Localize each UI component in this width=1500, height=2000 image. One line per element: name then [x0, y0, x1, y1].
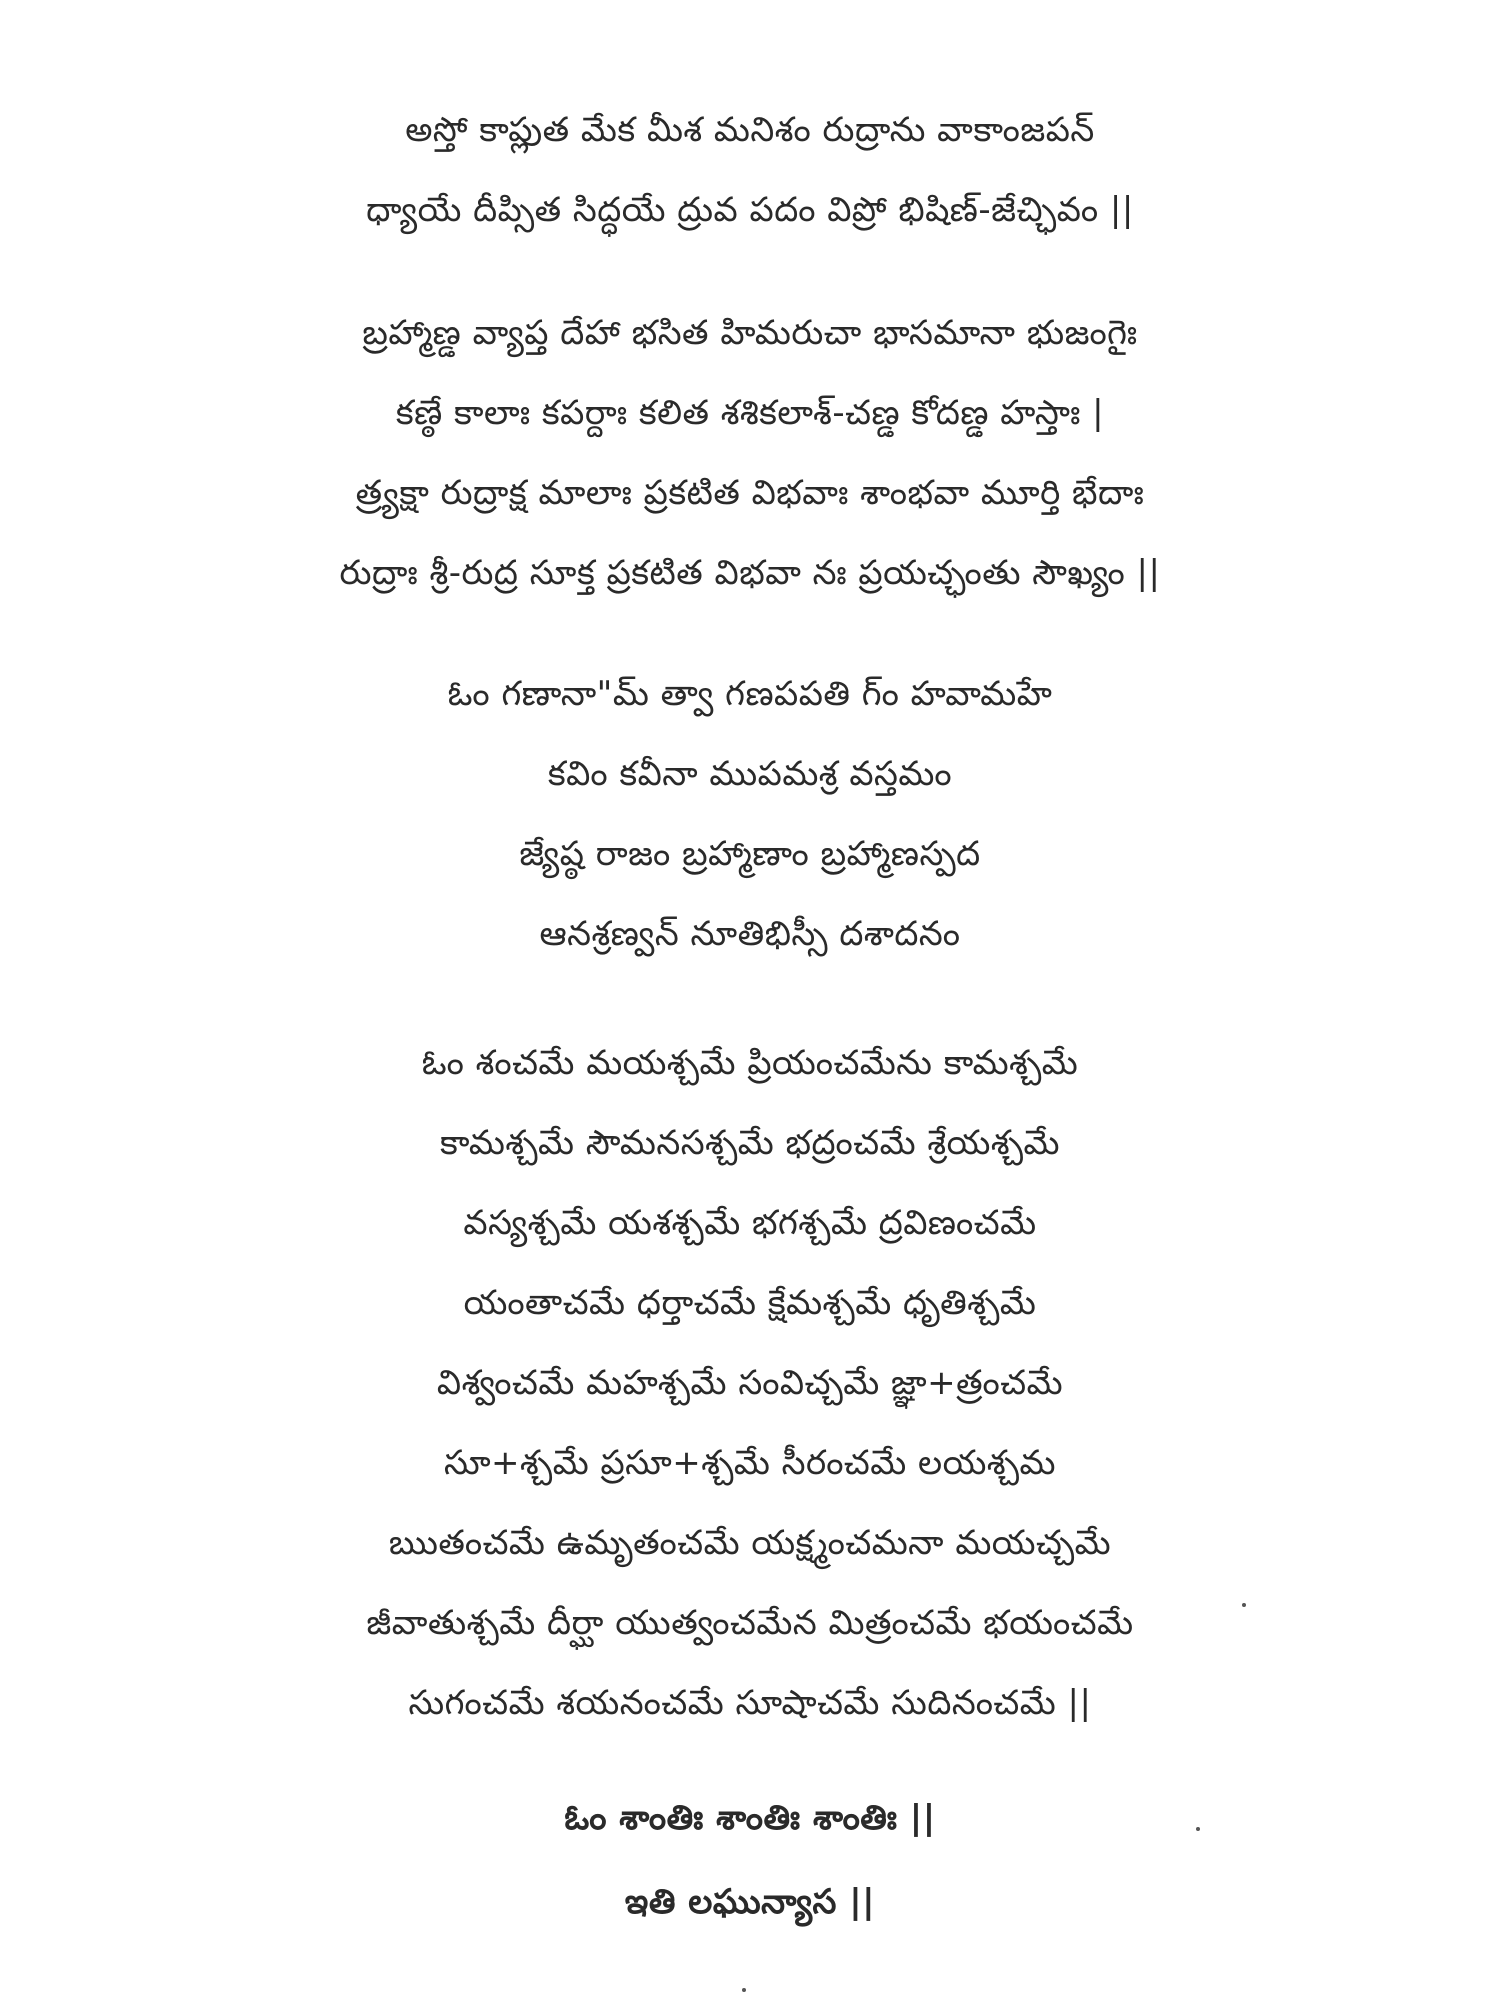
- verse-line: వస్యశ్చమే యశశ్చమే భగశ్చమే ద్రవిణంచమే: [463, 1203, 1037, 1243]
- verse-line: ఓం గణానా"మ్ త్వా గణపపతి గ్ం హవామహే: [447, 674, 1053, 714]
- scan-speck: [1242, 1603, 1246, 1607]
- verse-line: కణ్ఠే కాలాః కపర్దాః కలిత శశికలాశ్-చణ్డ కోదణ్డ హస్తాః |: [395, 393, 1105, 433]
- verse-line: కామశ్చమే సౌమనసశ్చమే భద్రంచమే శ్రేయశ్చమే: [440, 1123, 1060, 1163]
- verse-line: జీవాతుశ్చమే దీర్ఘా యుత్వంచమేన మిత్రంచమే భయంచమే: [366, 1603, 1134, 1643]
- verse-line: ఋతంచమే ఉమృతంచమే యక్ష్మంచమనా మయచ్చమే: [388, 1523, 1112, 1563]
- verse-line: సూ+శ్చమే ప్రసూ+శ్చమే సీరంచమే లయశ్చమ: [443, 1443, 1057, 1483]
- iti-line: ఇతి లఘున్యాస ||: [624, 1882, 876, 1922]
- stanza-brahmanda: [0, 293, 1500, 613]
- verse-line: విశ్వంచమే మహశ్చమే సంవిచ్చమే జ్ఞా+త్రంచమే: [436, 1363, 1064, 1403]
- verse-line: త్ర్యక్షా రుద్రాక్ష మాలాః ప్రకటిత విభవాః శాంభవా మూర్తి భేదాః: [355, 473, 1145, 513]
- verse-line: రుద్రాః శ్రీ-రుద్ర సూక్త ప్రకటిత విభవా నః ప్రయచ్ఛంతు సౌఖ్యం ||: [339, 553, 1161, 593]
- stanza-closing: [0, 1776, 1500, 1944]
- verse-line: జ్యేష్ఠ రాజం బ్రహ్మాణాం బ్రహ్మాణస్పద: [519, 834, 981, 874]
- stanza-dhyana-intro: [0, 90, 1500, 250]
- stanza-ganapati: [0, 654, 1500, 974]
- verse-line: ఆనశ్రణ్వన్ నూతిభిస్సీ దశాదనం: [539, 914, 961, 954]
- verse-line: అస్తో కాప్లుత మేక మీశ మనిశం రుద్రాను వాకాంజపన్: [405, 110, 1095, 150]
- scan-speck: [742, 1988, 746, 1992]
- verse-line: బ్రహ్మాణ్డ వ్యాప్త దేహా భసిత హిమరుచా భాసమానా భుజంగైః: [362, 313, 1138, 353]
- scan-speck: [1196, 1827, 1200, 1831]
- verse-line: సుగంచమే శయనంచమే సూషాచమే సుదినంచమే ||: [408, 1683, 1092, 1723]
- verse-line: ధ్యాయే దీప్సిత సిద్ధయే ద్రువ పదం విప్రో భిషిణ్-జేచ్ఛివం ||: [366, 190, 1134, 230]
- verse-line: ఓం శంచమే మయశ్చమే ప్రియంచమేను కామశ్చమే: [421, 1043, 1079, 1083]
- stanza-chamakam: [0, 1023, 1500, 1743]
- verse-line: కవిం కవీనా ముపమశ్ర వస్తమం: [547, 754, 953, 794]
- shanti-line: ఓం శాంతిః శాంతిః శాంతిః ||: [564, 1798, 936, 1838]
- verse-line: యంతాచమే ధర్తాచమే క్షేమశ్చమే ధృతిశ్చమే: [463, 1283, 1037, 1323]
